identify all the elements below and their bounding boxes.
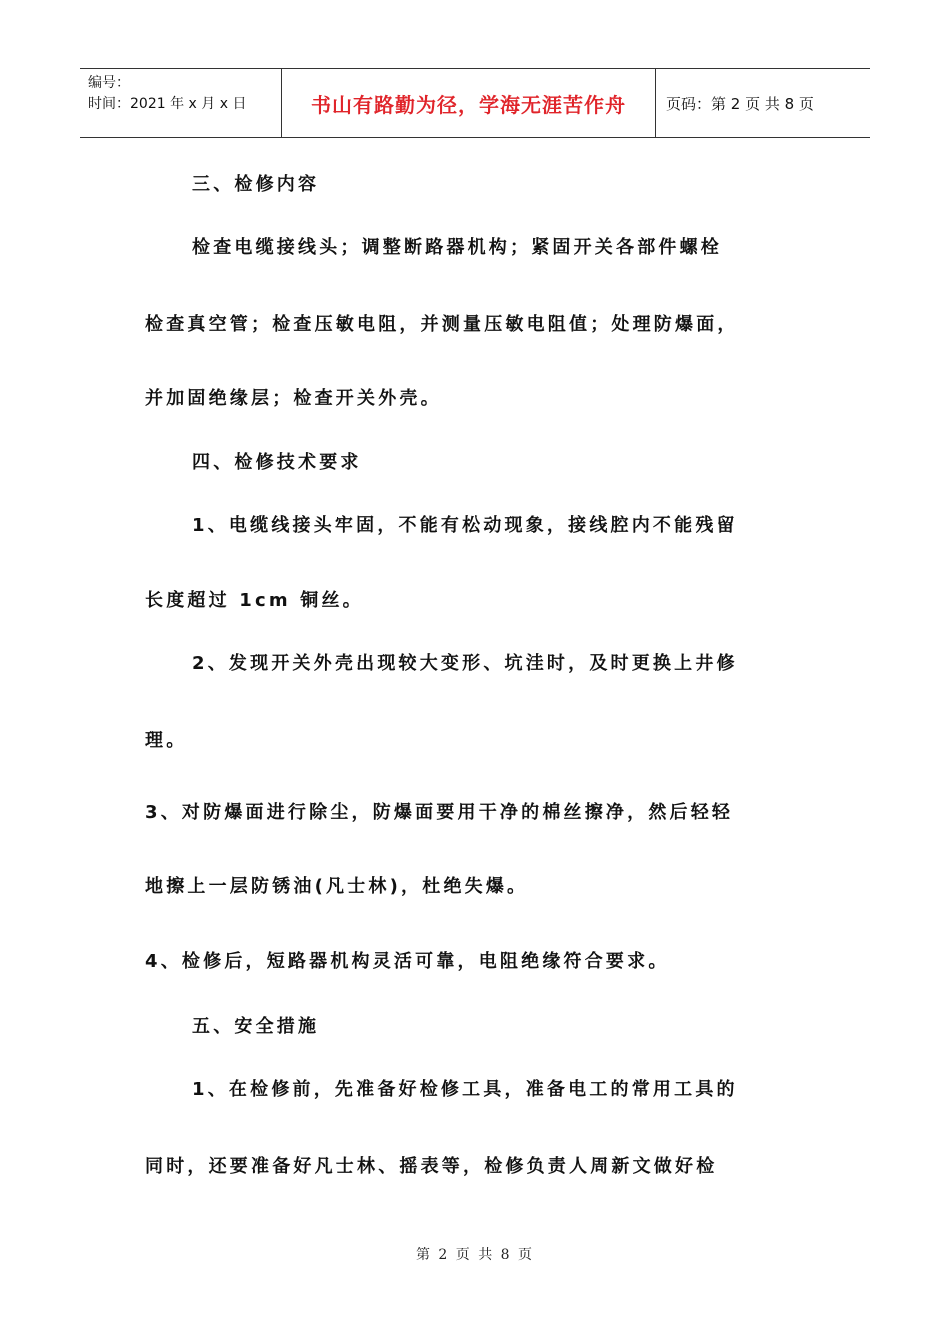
header-page-cell [656,69,870,137]
paragraph-line: 同时，还要准备好凡士林、摇表等，检修负责人周新文做好检 [145,1156,718,1177]
paragraph-line: 检查电缆接线头；调整断路器机构；紧固开关各部件螺栓 [192,237,722,258]
paragraph-line: 理。 [145,730,188,751]
paragraph-line: 地擦上一层防锈油(凡士林)，杜绝失爆。 [145,876,529,897]
section-heading-5: 五、安全措施 [192,1016,320,1037]
document-header [80,68,870,138]
section-heading-4: 四、检修技术要求 [192,452,362,473]
header-meta-cell [80,69,282,137]
paragraph-line: 检查真空管；检查压敏电阻，并测量压敏电阻值；处理防爆面， [145,314,739,335]
paragraph-line: 4、检修后，短路器机构灵活可靠，电阻绝缘符合要求。 [145,951,670,972]
page-footer: 第 2 页 共 8 页 [415,1247,535,1263]
header-motto-cell [282,69,656,137]
header-page-info: 页码：第 2 页 共 8 页 [666,94,814,113]
paragraph-line: 2、发现开关外壳出现较大变形、坑洼时，及时更换上井修 [192,653,738,674]
section-heading-3: 三、检修内容 [192,174,320,195]
header-motto: 书山有路勤为径，学海无涯苦作舟 [311,92,626,117]
number-label: 编号： [88,75,130,91]
paragraph-line: 长度超过 1cm 铜丝。 [145,590,364,611]
paragraph-line: 并加固绝缘层；检查开关外壳。 [145,388,442,409]
paragraph-line: 1、电缆线接头牢固，不能有松动现象，接线腔内不能残留 [192,515,738,536]
time-label: 时间：2021 年 x 月 x 日 [88,96,247,112]
paragraph-line: 1、在检修前，先准备好检修工具，准备电工的常用工具的 [192,1079,738,1100]
paragraph-line: 3、对防爆面进行除尘，防爆面要用干净的棉丝擦净，然后轻轻 [145,802,734,823]
